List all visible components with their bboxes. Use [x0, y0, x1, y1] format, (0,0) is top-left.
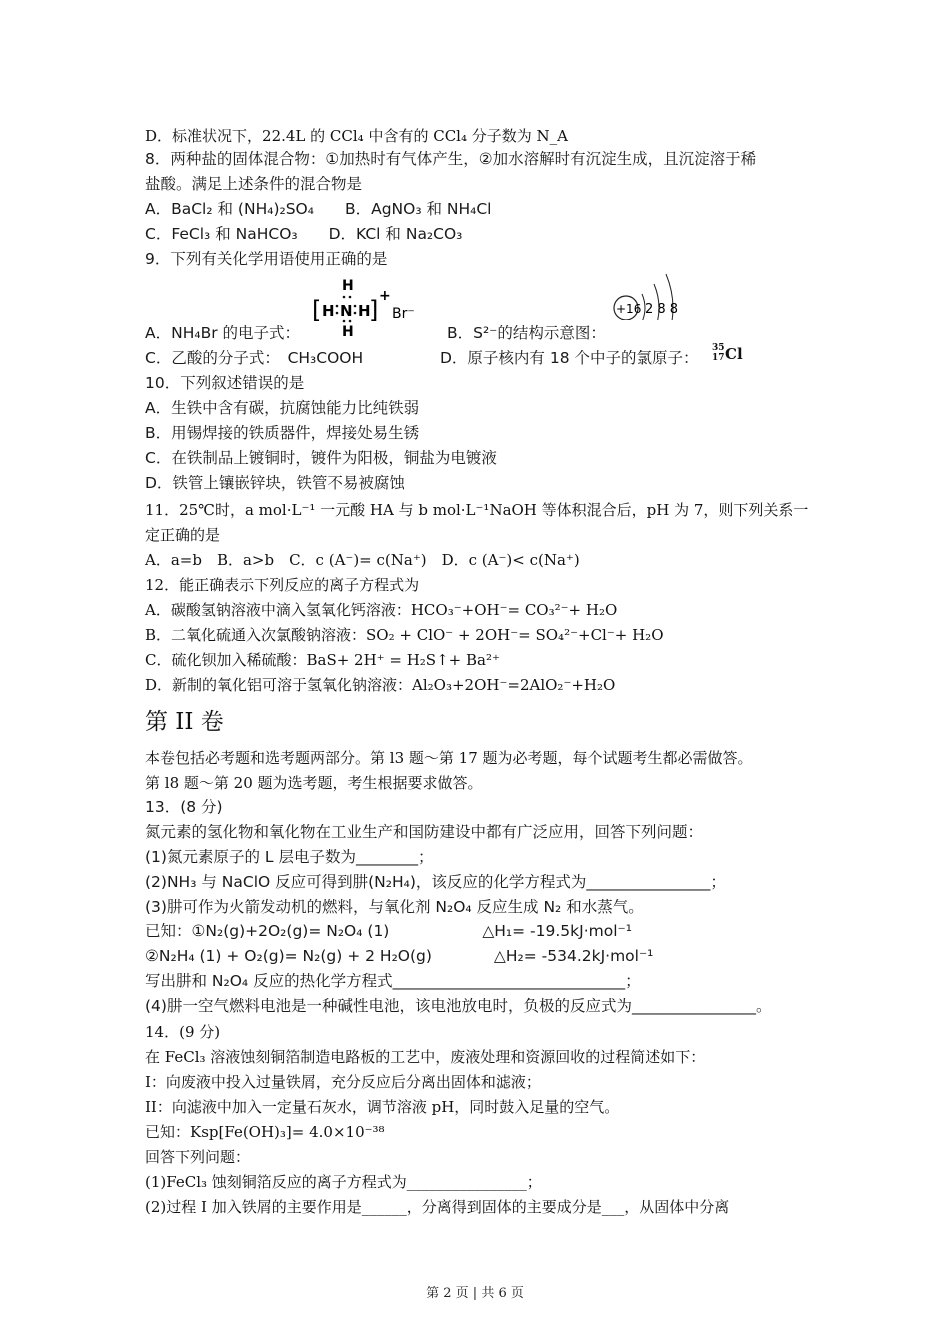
question-9-line: 9．下列有关化学用语使用正确的是	[145, 250, 388, 268]
text-line: II：向滤液中加入一定量石灰水，调节溶液 pH，同时鼓入足量的空气。	[145, 1098, 620, 1116]
option-line: D．新制的氧化铝可溶于氢氧化钠溶液：Al₂O₃+2OH⁻=2AlO₂⁻+H₂O	[145, 676, 616, 694]
option-line: C．FeCl₃ 和 NaHCO₃ D．KCl 和 Na₂CO₃	[145, 225, 463, 243]
lewis-bracket: ]	[369, 296, 379, 324]
page-footer: 第 2 页 | 共 6 页	[426, 1286, 524, 1301]
option-9d-line: D．原子核内有 18 个中子的氯原子：	[440, 349, 699, 367]
lewis-n: N	[340, 302, 353, 320]
option-line: A．a=b B．a>b C．c (A⁻)= c(Na⁺) D．c (A⁻)< c(Na⁺)	[145, 551, 580, 569]
question-8-line: 8．两种盐的固体混合物：①加热时有气体产生，②加水溶解时有沉淀生成，且沉淀溶于稀	[145, 150, 757, 168]
text-line: (1)FeCl₃ 蚀刻铜箔反应的离子方程式为________________；	[145, 1173, 542, 1191]
lewis-bracket: [	[312, 296, 322, 324]
text-line: 写出肼和 N₂O₄ 反应的热化学方程式______________________________；	[145, 972, 641, 990]
text-line: (1)氮元素原子的 L 层电子数为________；	[145, 848, 434, 866]
text-line: I：向废液中投入过量铁屑，充分反应后分离出固体和滤液；	[145, 1073, 541, 1091]
lewis-h-right: H	[358, 302, 371, 320]
option-line: A．碳酸氢钠溶液中滴入氢氧化钙溶液：HCO₃⁻+OH⁻= CO₃²⁻+ H₂O	[145, 601, 618, 619]
option-9c-line: C．乙酸的分子式： CH₃COOH	[145, 349, 364, 367]
question-13-line: 13．(8 分)	[145, 798, 223, 816]
text-line: 定正确的是	[145, 526, 221, 544]
option-9b-line: B．S²⁻的结构示意图：	[447, 324, 606, 342]
option-9a-line: A．NH₄Br 的电子式：	[145, 324, 301, 342]
text-line: 回答下列问题：	[145, 1148, 251, 1166]
question-10-line: 10．下列叙述错误的是	[145, 374, 305, 392]
lewis-h-bottom: H	[342, 324, 354, 338]
isotope-number: 17	[712, 353, 725, 363]
text-line: 氮元素的氢化物和氧化物在工业生产和国防建设中都有广泛应用，回答下列问题：	[145, 823, 704, 841]
option-line: B．二氧化硫通入次氯酸钠溶液：SO₂ + ClO⁻ + 2OH⁻= SO₄²⁻+Cl⁻+ H₂O	[145, 626, 664, 644]
question-14-line: 14．(9 分)	[145, 1023, 221, 1041]
shell-electrons: 2 8 8	[645, 302, 679, 317]
section-intro-line: 本卷包括必考题和选考题两部分。第 l3 题～第 17 题为必考题，每个试题考生都必需做答。	[145, 749, 753, 767]
option-line: C．在铁制品上镀铜时，镀件为阳极，铜盐为电镀液	[145, 449, 497, 467]
cl-35-isotope	[712, 345, 743, 363]
option-line: A．BaCl₂ 和 (NH₄)₂SO₄ B．AgNO₃ 和 NH₄Cl	[145, 200, 492, 218]
text-line: D．标准状况下，22.4L 的 CCl₄ 中含有的 CCl₄ 分子数为 N_A	[145, 127, 568, 145]
option-line: A．生铁中含有碳，抗腐蚀能力比纯铁弱	[145, 399, 420, 417]
text-line: 盐酸。满足上述条件的混合物是	[145, 175, 363, 193]
section-intro-line: 第 l8 题～第 20 题为选考题，考生根据要求做答。	[145, 774, 483, 792]
text-line: 已知：Ksp[Fe(OH)₃]= 4.0×10⁻³⁸	[145, 1123, 385, 1141]
sulfide-ion-diagram	[612, 270, 692, 320]
text-line: (2)过程 I 加入铁屑的主要作用是______，分离得到固体的主要成分是___，从固体中分离	[145, 1198, 730, 1216]
lewis-charge: +	[379, 288, 391, 304]
nucleus-charge: +16	[616, 302, 642, 316]
lewis-h-top: H	[342, 278, 354, 294]
section-title: 第 II 卷	[145, 709, 224, 735]
text-line: (2)NH₃ 与 NaClO 反应可得到肼(N₂H₄)，该反应的化学方程式为________________；	[145, 873, 726, 891]
nh4br-lewis-structure	[312, 276, 422, 338]
isotope-mass: 35	[712, 343, 725, 353]
text-line: (4)肼一空气燃料电池是一种碱性电池，该电池放电时，负极的反应式为________________。	[145, 997, 772, 1015]
question-11-line: 11．25℃时，a mol·L⁻¹ 一元酸 HA 与 b mol·L⁻¹NaOH 等体积混合后，pH 为 7，则下列关系一	[145, 501, 809, 519]
lewis-h-left: H	[322, 302, 335, 320]
option-line: D．铁管上镶嵌锌块，铁管不易被腐蚀	[145, 474, 405, 492]
isotope-symbol: Cl	[725, 345, 743, 363]
question-12-line: 12．能正确表示下列反应的离子方程式为	[145, 576, 420, 594]
option-line: C．硫化钡加入稀硫酸：BaS+ 2H⁺ = H₂S↑+ Ba²⁺	[145, 651, 500, 669]
option-line: B．用锡焊接的铁质器件，焊接处易生锈	[145, 424, 420, 442]
equation-line: 已知：①N₂(g)+2O₂(g)= N₂O₄ (1) △H₁= -19.5kJ·mol⁻¹	[145, 922, 632, 940]
text-line: 在 FeCl₃ 溶液蚀刻铜箔制造电路板的工艺中，废液处理和资源回收的过程简述如下：	[145, 1048, 706, 1066]
lewis-anion: Br⁻	[392, 306, 415, 322]
equation-line: ②N₂H₄ (1) + O₂(g)= N₂(g) + 2 H₂O(g) △H₂= -534.2kJ·mol⁻¹	[145, 947, 654, 965]
text-line: (3)肼可作为火箭发动机的燃料，与氧化剂 N₂O₄ 反应生成 N₂ 和水蒸气。	[145, 898, 644, 916]
